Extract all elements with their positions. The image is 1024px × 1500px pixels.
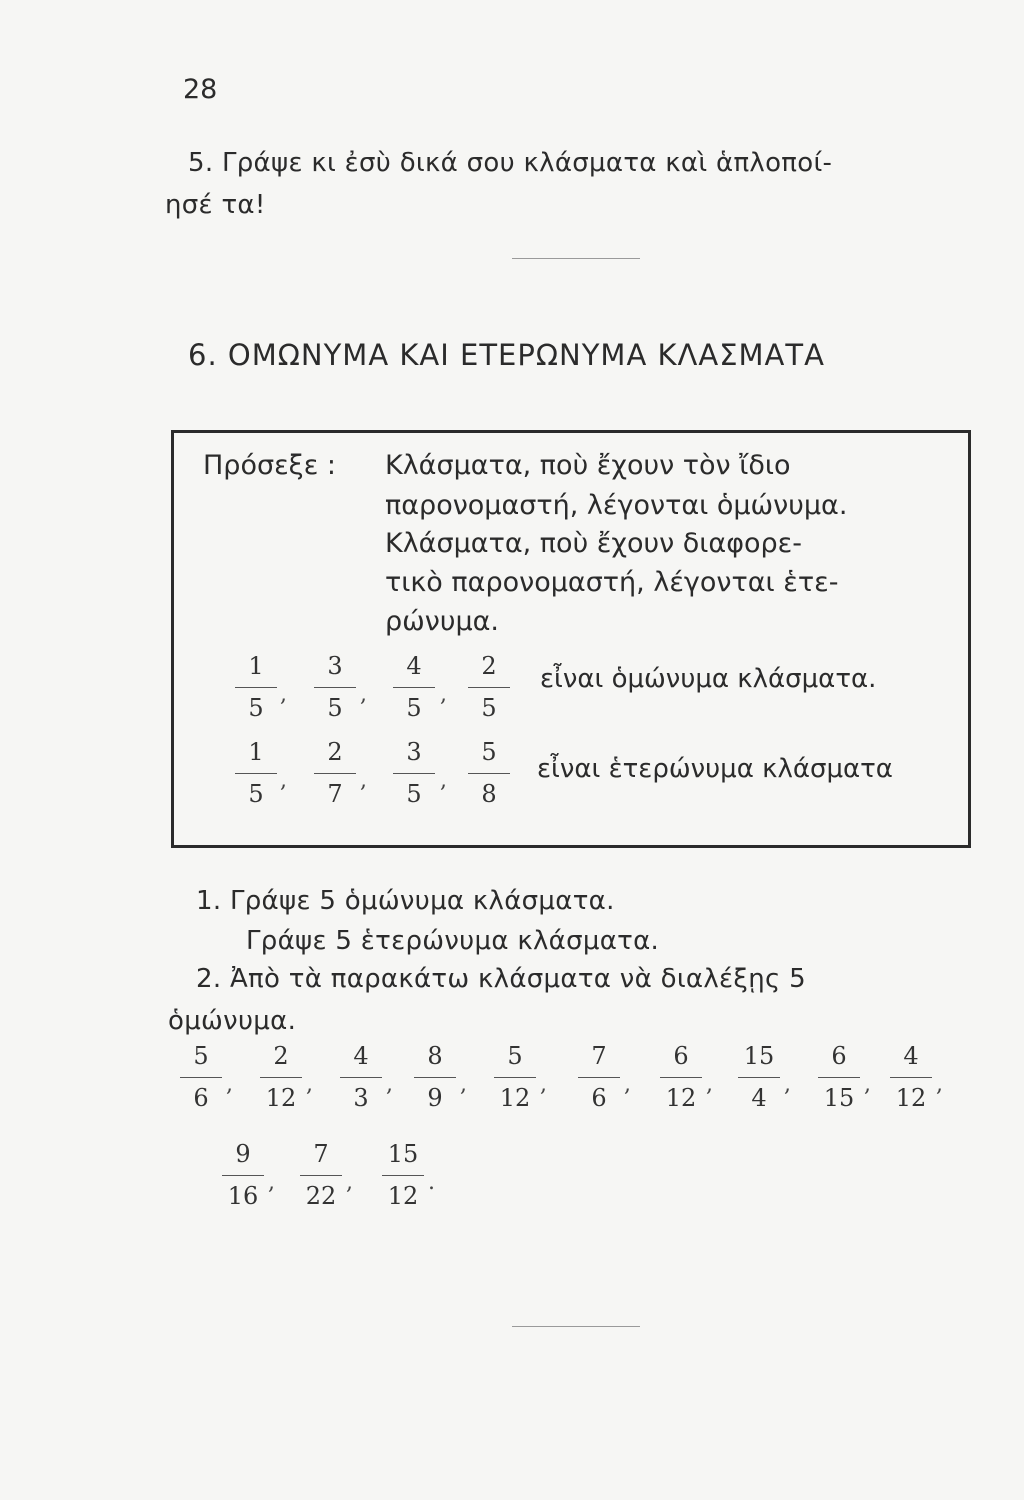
- divider-bottom: [512, 1326, 640, 1327]
- section-title: 6. ΟΜΩΝΥΜΑ ΚΑΙ ΕΤΕΡΩΝΥΜΑ ΚΛΑΣΜΑΤΑ: [188, 338, 825, 372]
- exercise-fraction: [816, 1044, 862, 1110]
- denominator: 6: [193, 1084, 209, 1112]
- note-line-5: ρώνυμα.: [385, 606, 500, 637]
- numerator: 8: [427, 1042, 443, 1070]
- denominator: 15: [823, 1084, 855, 1112]
- denominator: 9: [427, 1084, 443, 1112]
- numerator: 15: [743, 1042, 775, 1070]
- like-fractions-caption: εἶναι ὁμώνυμα κλάσματα.: [540, 664, 877, 694]
- exercise-fraction: [338, 1044, 384, 1110]
- note-label: Πρόσεξε :: [203, 450, 336, 481]
- exercise-5-line-1: 5. Γράψε κι ἐσὺ δικά σου κλάσματα καὶ ἁπλοποί-: [188, 148, 833, 178]
- denominator: 6: [591, 1084, 607, 1112]
- exercise-fraction: [380, 1142, 426, 1208]
- unlike-fraction: [233, 740, 279, 806]
- numerator: 3: [406, 738, 422, 766]
- numerator: 1: [248, 738, 264, 766]
- numerator: 2: [273, 1042, 289, 1070]
- exercise-fraction: [412, 1044, 458, 1110]
- unlike-fraction: [312, 740, 358, 806]
- exercise-fraction: [492, 1044, 538, 1110]
- exercise-fraction: [576, 1044, 622, 1110]
- exercise-fraction: [220, 1142, 266, 1208]
- unlike-fraction: [391, 740, 437, 806]
- denominator: 5: [406, 694, 422, 722]
- exercise-fraction: [258, 1044, 304, 1110]
- denominator: 16: [227, 1182, 259, 1210]
- denominator: 5: [406, 780, 422, 808]
- denominator: 12: [895, 1084, 927, 1112]
- like-fraction: [391, 654, 437, 720]
- numerator: 6: [831, 1042, 847, 1070]
- exercise-2-line-2: ὁμώνυμα.: [168, 1006, 297, 1036]
- numerator: 5: [193, 1042, 209, 1070]
- exercise-fraction: [736, 1044, 782, 1110]
- note-line-2: παρονομαστή, λέγονται ὁμώνυμα.: [385, 490, 848, 521]
- numerator: 4: [406, 652, 422, 680]
- denominator: 5: [327, 694, 343, 722]
- page-number: 28: [183, 74, 218, 105]
- denominator: 5: [248, 780, 264, 808]
- denominator: 12: [499, 1084, 531, 1112]
- denominator: 22: [305, 1182, 337, 1210]
- exercise-fraction: [298, 1142, 344, 1208]
- numerator: 5: [507, 1042, 523, 1070]
- numerator: 2: [327, 738, 343, 766]
- numerator: 7: [591, 1042, 607, 1070]
- denominator: 8: [481, 780, 497, 808]
- numerator: 3: [327, 652, 343, 680]
- denominator: 12: [387, 1182, 419, 1210]
- unlike-fractions-caption: εἶναι ἑτερώνυμα κλάσματα: [537, 754, 893, 784]
- divider-top: [512, 258, 640, 259]
- numerator: 7: [313, 1140, 329, 1168]
- denominator: 12: [265, 1084, 297, 1112]
- numerator: 6: [673, 1042, 689, 1070]
- exercise-2-line-1: 2. Ἀπὸ τὰ παρακάτω κλάσματα νὰ διαλέξῃς 5: [196, 964, 806, 994]
- numerator: 9: [235, 1140, 251, 1168]
- note-line-4: τικὸ παρονομαστή, λέγονται ἑτε-: [385, 567, 839, 598]
- exercise-fraction: [658, 1044, 704, 1110]
- like-fraction: [233, 654, 279, 720]
- denominator: 5: [481, 694, 497, 722]
- denominator: 7: [327, 780, 343, 808]
- numerator: 4: [353, 1042, 369, 1070]
- exercise-1-line-1: 1. Γράψε 5 ὁμώνυμα κλάσματα.: [196, 886, 615, 916]
- denominator: 3: [353, 1084, 369, 1112]
- denominator: 4: [751, 1084, 767, 1112]
- numerator: 1: [248, 652, 264, 680]
- numerator: 5: [481, 738, 497, 766]
- denominator: 5: [248, 694, 264, 722]
- exercise-5-line-2: ησέ τα!: [165, 190, 266, 220]
- exercise-fraction: [178, 1044, 224, 1110]
- numerator: 4: [903, 1042, 919, 1070]
- denominator: 12: [665, 1084, 697, 1112]
- numerator: 2: [481, 652, 497, 680]
- exercise-fraction: [888, 1044, 934, 1110]
- numerator: 15: [387, 1140, 419, 1168]
- exercise-1-line-2: Γράψε 5 ἑτερώνυμα κλάσματα.: [246, 926, 660, 956]
- note-line-3: Κλάσματα, ποὺ ἔχουν διαφορε-: [385, 528, 803, 559]
- unlike-fraction: [466, 740, 512, 806]
- like-fraction: [466, 654, 512, 720]
- note-line-1: Κλάσματα, ποὺ ἔχουν τὸν ἴδιο: [385, 450, 791, 481]
- like-fraction: [312, 654, 358, 720]
